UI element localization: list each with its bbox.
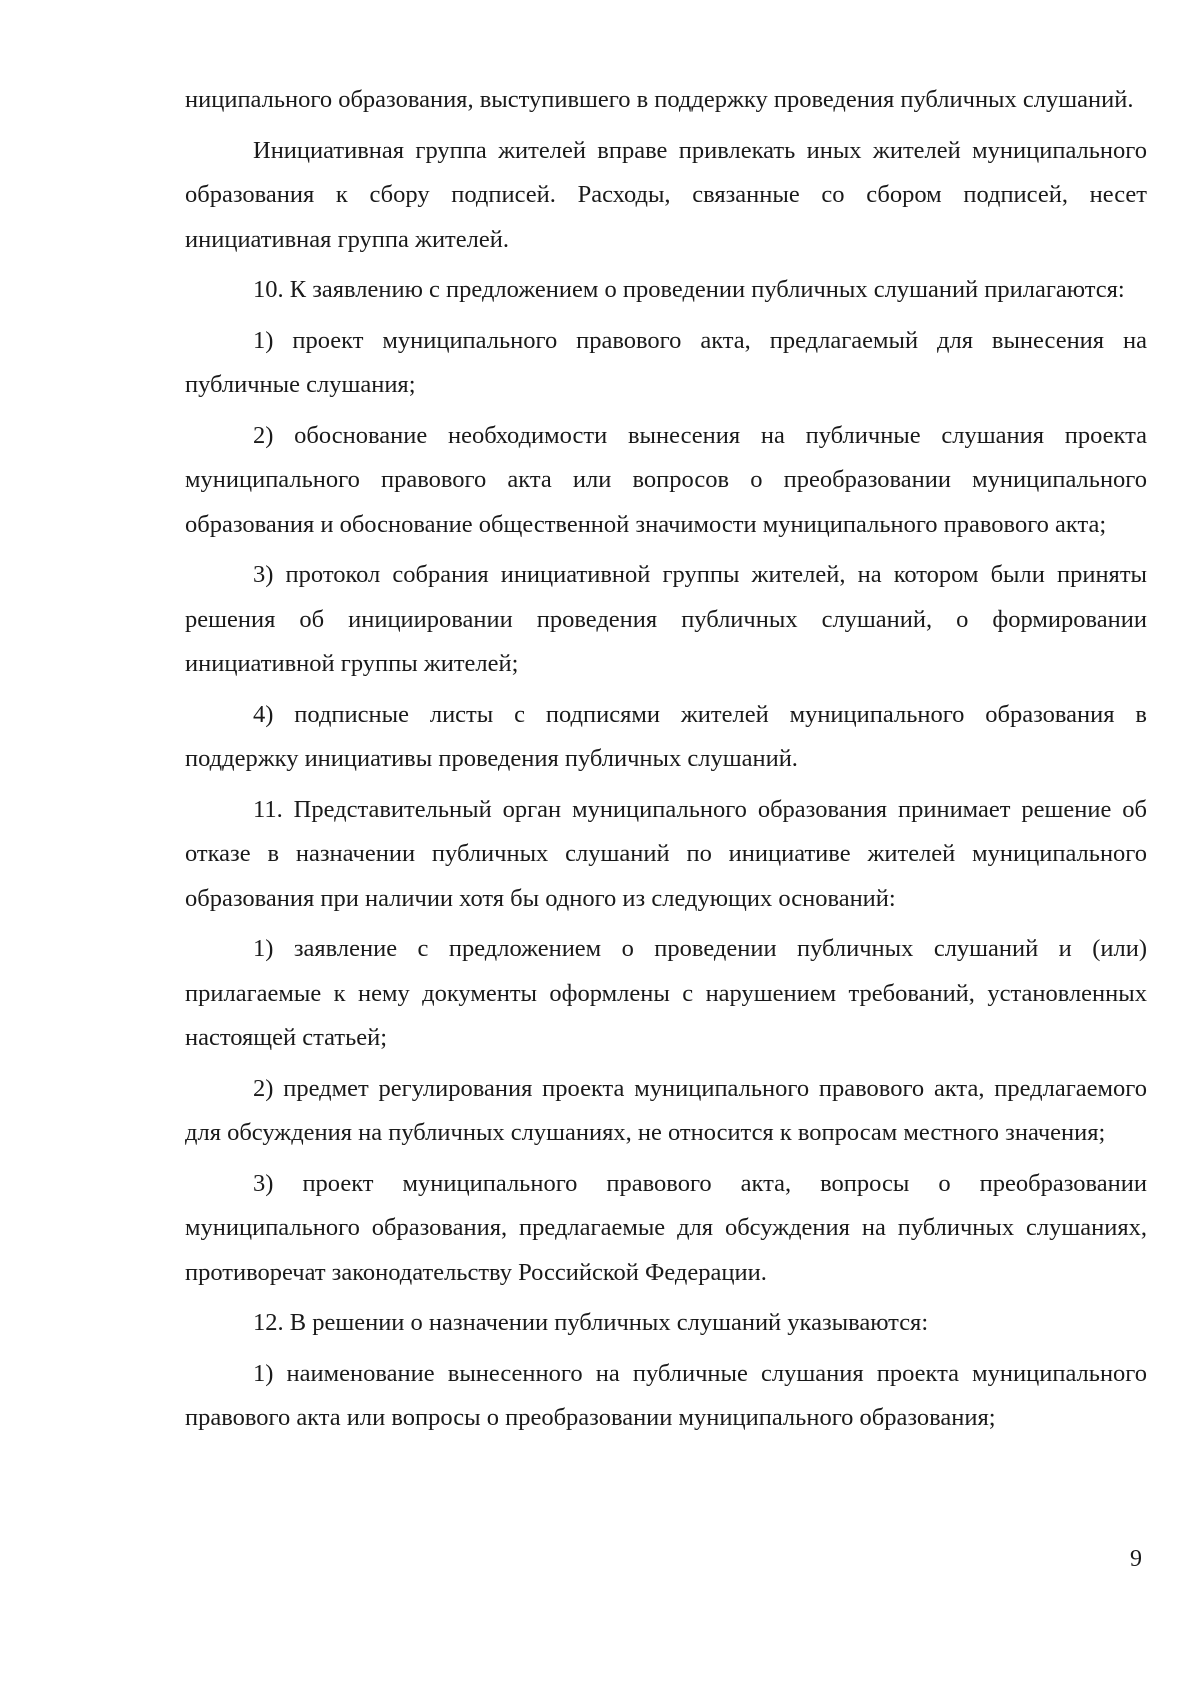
- paragraph-item-12: 12. В решении о назначении публичных слушаний указываются:: [253, 1309, 929, 1336]
- paragraph-item-10-2: 2) обоснование необходимости вынесения на публичные слушания проекта муниципального правового акта или вопросов о преобразовании муниципального образования и обоснование общественной значимости муниципального правового акта;: [185, 421, 1147, 538]
- paragraph-item-10-4: 4) подписные листы с подписями жителей муниципального образования в поддержку инициативы проведения публичных слушаний.: [185, 700, 1147, 772]
- paragraph-item-10: 10. К заявлению с предложением о проведении публичных слушаний прилагаются:: [253, 276, 1125, 303]
- paragraph-item-11-2: 2) предмет регулирования проекта муниципального правового акта, предлагаемого для обсуждения на публичных слушаниях, не относится к вопросам местного значения;: [185, 1074, 1147, 1146]
- paragraph-item-11: 11. Представительный орган муниципального образования принимает решение об отказе в назначении публичных слушаний по инициативе жителей муниципального образования при наличии хотя бы одного из следующих оснований:: [185, 795, 1147, 912]
- paragraph-item-10-3: 3) протокол собрания инициативной группы жителей, на котором были приняты решения об инициировании проведения публичных слушаний, о формировании инициативной группы жителей;: [185, 561, 1147, 677]
- page-number: 9: [1130, 1546, 1142, 1572]
- paragraph-continuation: ниципального образования, выступившего в поддержку проведения публичных слушаний.: [185, 86, 1134, 113]
- body-text: [185, 78, 1147, 1447]
- paragraph-item-11-1: 1) заявление с предложением о проведении публичных слушаний и (или) прилагаемые к нему документы оформлены с нарушением требований, установленных настоящей статьей;: [185, 935, 1147, 1051]
- paragraph-item-10-1: 1) проект муниципального правового акта, предлагаемый для вынесения на публичные слушания;: [185, 326, 1147, 398]
- paragraph-item-11-3: 3) проект муниципального правового акта, вопросы о преобразовании муниципального образования, предлагаемые для обсуждения на публичных слушаниях, противоречат законодательству Российской Федерации.: [185, 1169, 1147, 1286]
- paragraph-initiative-group: Инициативная группа жителей вправе привлекать иных жителей муниципального образования к сбору подписей. Расходы, связанные со сбором подписей, несет инициативная группа жителей.: [185, 136, 1147, 253]
- paragraph-item-12-1: 1) наименование вынесенного на публичные слушания проекта муниципального правового акта или вопросы о преобразовании муниципального образования;: [185, 1359, 1147, 1431]
